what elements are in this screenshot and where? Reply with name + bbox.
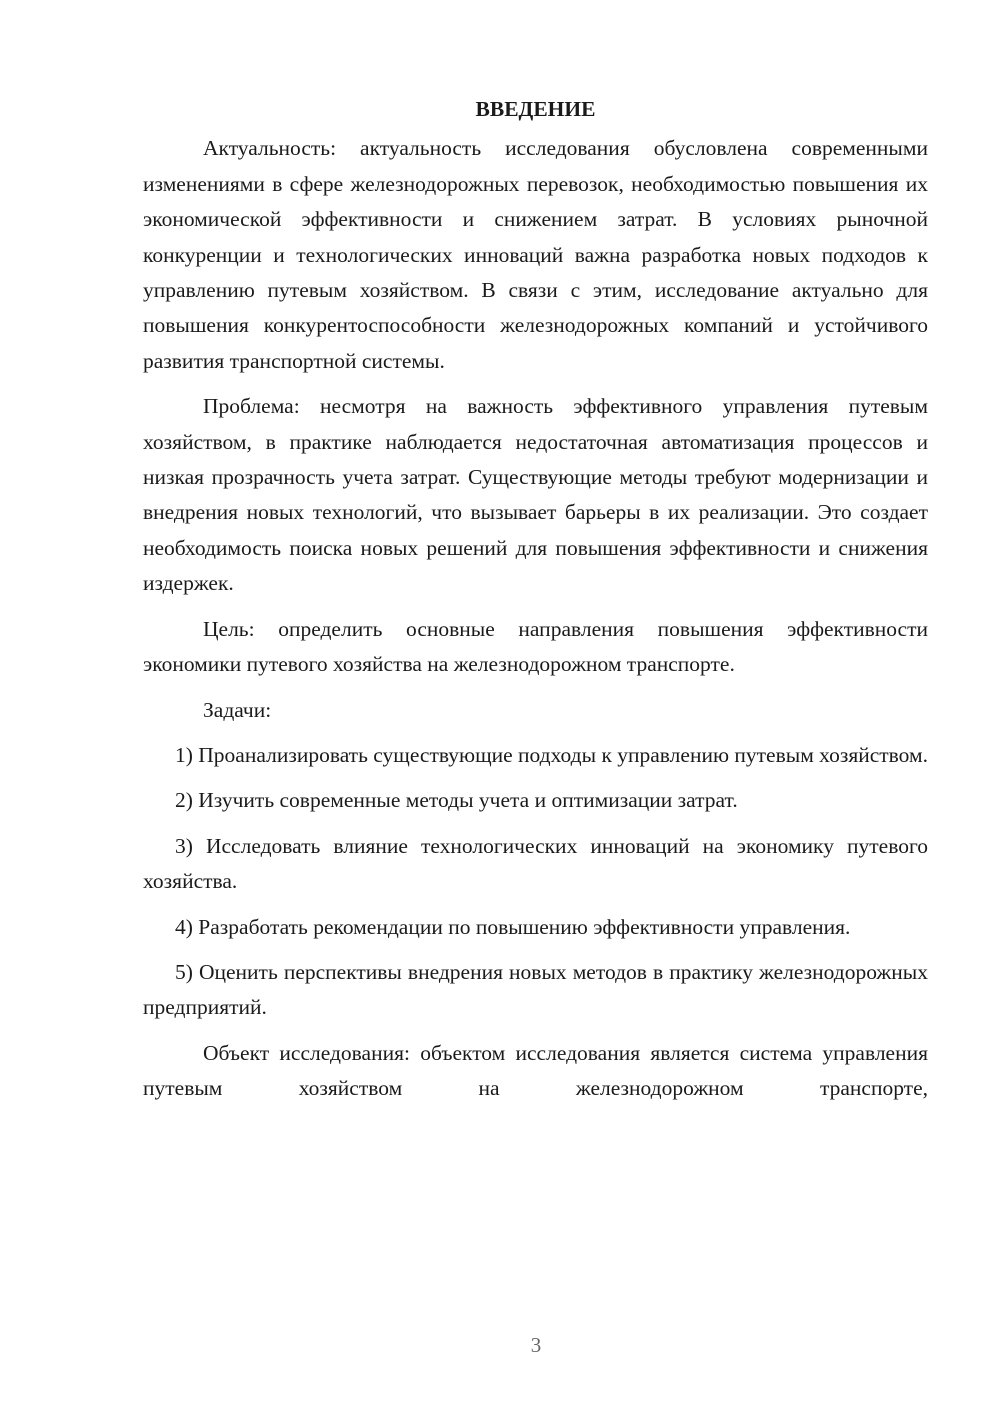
page-content [143,92,928,1107]
paragraph-problem: Проблема: несмотря на важность эффективного управления путевым хозяйством, в практике наблюдается недостаточная автоматизация процессов и низкая прозрачность учета затрат. Существующие методы требуют модернизации и внедрения новых технологий, что вызывает барьеры в их реализации. Это создает необходимость поиска новых решений для повышения эффективности и снижения издержек. [143,394,928,596]
paragraph-object: Объект исследования: объектом исследования является система управления путевым хозяйством на железнодорожном транспорте, [143,1040,928,1101]
section-title: ВВЕДЕНИЕ [475,97,596,121]
task-item: 3) Исследовать влияние технологических инноваций на экономику путевого хозяйства. [143,833,928,894]
paragraph-relevance: Актуальность: актуальность исследования обусловлена современными изменениями в сфере железнодорожных перевозок, необходимостью повышения их экономической эффективности и снижением затрат. В условиях рыночной конкуренции и технологических инноваций важна разработка новых подходов к управлению путевым хозяйством. В связи с этим, исследование актуально для повышения конкурентоспособности железнодорожных компаний и устойчивого развития транспортной системы. [143,136,928,373]
paragraph-goal: Цель: определить основные направления повышения эффективности экономики путевого хозяйства на железнодорожном транспорте. [143,616,928,677]
task-item: 1) Проанализировать существующие подходы к управлению путевым хозяйством. [175,742,929,767]
task-item: 4) Разработать рекомендации по повышению эффективности управления. [175,914,851,939]
task-item: 2) Изучить современные методы учета и оптимизации затрат. [175,788,738,813]
tasks-heading: Задачи: [203,697,272,722]
task-item: 5) Оценить перспективы внедрения новых методов в практику железнодорожных предприятий. [143,959,928,1020]
page-number: 3 [530,1333,542,1357]
